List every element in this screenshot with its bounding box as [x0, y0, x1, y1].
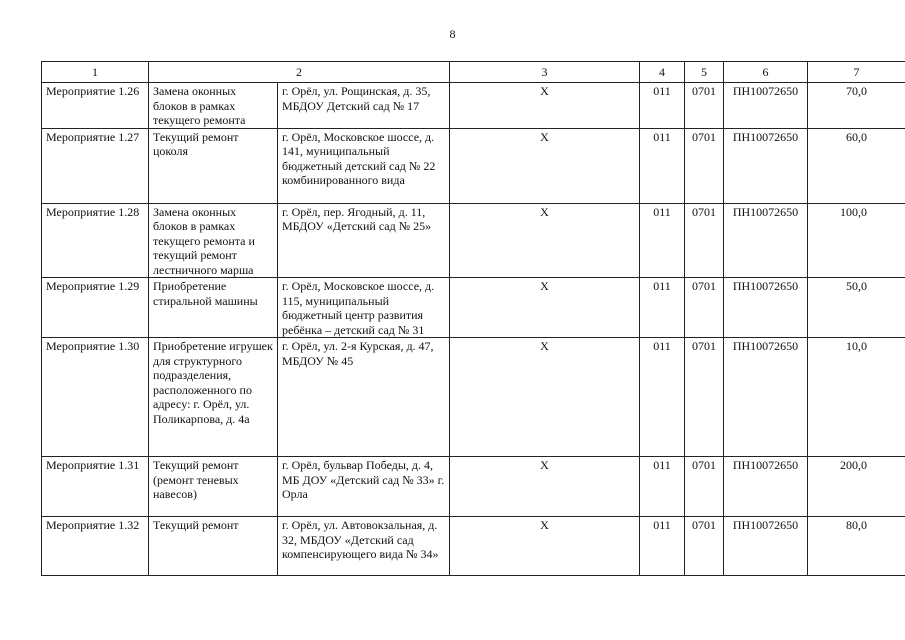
measure-id: Мероприятие 1.31: [42, 457, 149, 517]
measure-kbk: 011: [640, 278, 685, 338]
measure-address: г. Орёл, Московское шоссе, д. 141, муниципальный бюджетный детский сад № 22 комбинированного вида: [278, 128, 450, 203]
measure-address: г. Орёл, ул. Автовокзальная, д. 32, МБДОУ «Детский сад компенсирующего вида № 34»: [278, 517, 450, 576]
measure-csr: ПН10072650: [724, 128, 808, 203]
measure-id: Мероприятие 1.30: [42, 338, 149, 457]
measure-sum: 50,0: [808, 278, 905, 338]
page-number: 8: [449, 27, 456, 41]
measure-razdel: 0701: [685, 278, 724, 338]
measure-address: г. Орёл, ул. 2-я Курская, д. 47, МБДОУ № 45: [278, 338, 450, 457]
measure-id: Мероприятие 1.29: [42, 278, 149, 338]
measure-sum: 100,0: [808, 203, 905, 278]
measure-kbk: 011: [640, 203, 685, 278]
measure-razdel: 0701: [685, 457, 724, 517]
measure-kbk: 011: [640, 457, 685, 517]
table-row: [42, 278, 905, 338]
measure-razdel: 0701: [685, 128, 724, 203]
measure-csr: ПН10072650: [724, 338, 808, 457]
measure-mark: Х: [450, 203, 640, 278]
measure-name: Текущий ремонт (ремонт теневых навесов): [149, 457, 278, 517]
measure-razdel: 0701: [685, 517, 724, 576]
measure-name: Приобретение стиральной машины: [149, 278, 278, 338]
measure-address: г. Орёл, бульвар Победы, д. 4, МБ ДОУ «Детский сад № 33» г. Орла: [278, 457, 450, 517]
measure-name: Замена оконных блоков в рамках текущего ремонта и текущий ремонт лестничного марша: [149, 203, 278, 278]
measure-mark: Х: [450, 457, 640, 517]
measure-name: Замена оконных блоков в рамках текущего ремонта: [149, 83, 278, 129]
table-header-row: [42, 62, 905, 83]
measure-razdel: 0701: [685, 203, 724, 278]
measure-kbk: 011: [640, 517, 685, 576]
measure-mark: Х: [450, 278, 640, 338]
measure-mark: Х: [450, 83, 640, 129]
header-col-3: 3: [450, 62, 640, 83]
measure-mark: Х: [450, 128, 640, 203]
measure-kbk: 011: [640, 338, 685, 457]
header-col-5: 5: [685, 62, 724, 83]
measure-csr: ПН10072650: [724, 83, 808, 129]
measure-mark: Х: [450, 517, 640, 576]
table-row: [42, 128, 905, 203]
measure-mark: Х: [450, 338, 640, 457]
header-col-2: 2: [149, 62, 450, 83]
measure-sum: 80,0: [808, 517, 905, 576]
measure-sum: 10,0: [808, 338, 905, 457]
measure-sum: 70,0: [808, 83, 905, 129]
measure-id: Мероприятие 1.32: [42, 517, 149, 576]
measure-id: Мероприятие 1.28: [42, 203, 149, 278]
measures-table: [41, 61, 905, 576]
measure-csr: ПН10072650: [724, 278, 808, 338]
measure-kbk: 011: [640, 128, 685, 203]
measure-razdel: 0701: [685, 338, 724, 457]
measure-csr: ПН10072650: [724, 457, 808, 517]
header-col-7: 7: [808, 62, 905, 83]
header-col-1: 1: [42, 62, 149, 83]
measure-csr: ПН10072650: [724, 203, 808, 278]
table-row: [42, 517, 905, 576]
measure-name: Приобретение игрушек для структурного подразделения, расположенного по адресу: г. Орёл, ул. Поликарпова, д. 4а: [149, 338, 278, 457]
table-row: [42, 203, 905, 278]
header-col-4: 4: [640, 62, 685, 83]
measure-kbk: 011: [640, 83, 685, 129]
measure-name: Текущий ремонт цоколя: [149, 128, 278, 203]
measure-address: г. Орёл, пер. Ягодный, д. 11, МБДОУ «Детский сад № 25»: [278, 203, 450, 278]
measure-id: Мероприятие 1.27: [42, 128, 149, 203]
measure-name: Текущий ремонт: [149, 517, 278, 576]
measure-razdel: 0701: [685, 83, 724, 129]
table-row: [42, 338, 905, 457]
measure-sum: 200,0: [808, 457, 905, 517]
measure-csr: ПН10072650: [724, 517, 808, 576]
header-col-6: 6: [724, 62, 808, 83]
measure-id: Мероприятие 1.26: [42, 83, 149, 129]
measure-address: г. Орёл, ул. Рощинская, д. 35, МБДОУ Детский сад № 17: [278, 83, 450, 129]
measure-sum: 60,0: [808, 128, 905, 203]
table-row: [42, 83, 905, 129]
table-row: [42, 457, 905, 517]
measure-address: г. Орёл, Московское шоссе, д. 115, муниципальный бюджетный центр развития ребёнка – детский сад № 31: [278, 278, 450, 338]
